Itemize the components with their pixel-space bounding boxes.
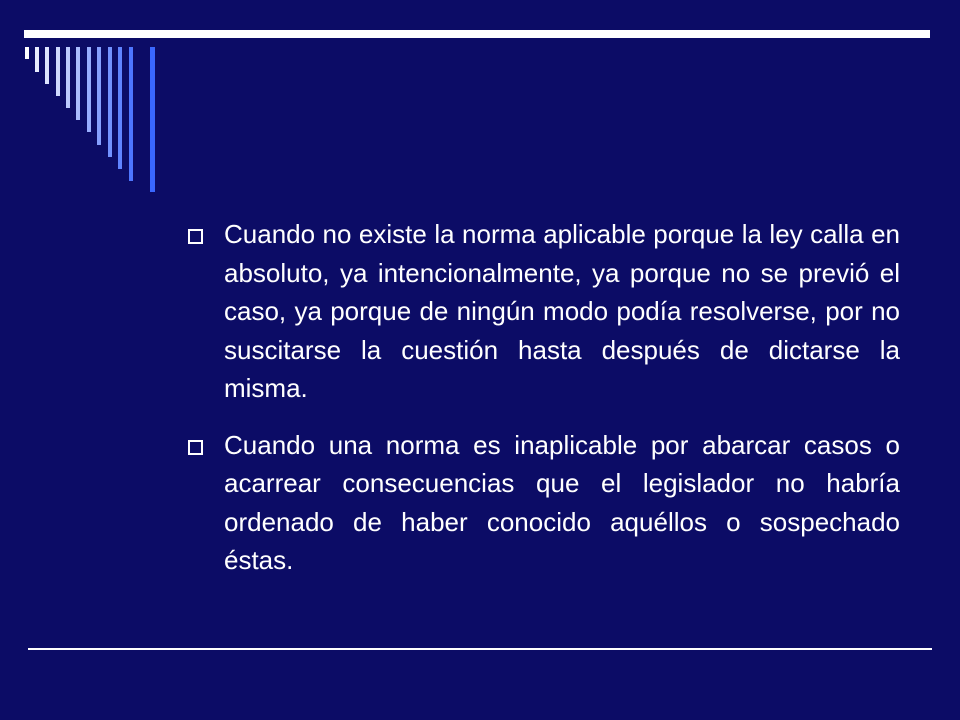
square-bullet-icon (188, 440, 203, 455)
bullet-item (188, 215, 900, 408)
bullet-text: Cuando una norma es inaplicable por abarcar casos o acarrear consecuencias que el legislador no habría ordenado de haber conocido aquéllos o sospechado éstas. (224, 429, 900, 575)
bullet-text: Cuando no existe la norma aplicable porque la ley calla en absoluto, ya intencionalmente, ya porque no se previó el caso, ya porque de ningún modo podía resolverse, por no suscitarse la cuestión hasta después de dictarse la misma. (224, 219, 900, 403)
square-bullet-icon (188, 229, 203, 244)
bullet-item (188, 426, 900, 580)
bullet-list (188, 215, 900, 598)
bottom-divider (28, 648, 932, 650)
vertical-stripes-decoration (0, 0, 200, 200)
